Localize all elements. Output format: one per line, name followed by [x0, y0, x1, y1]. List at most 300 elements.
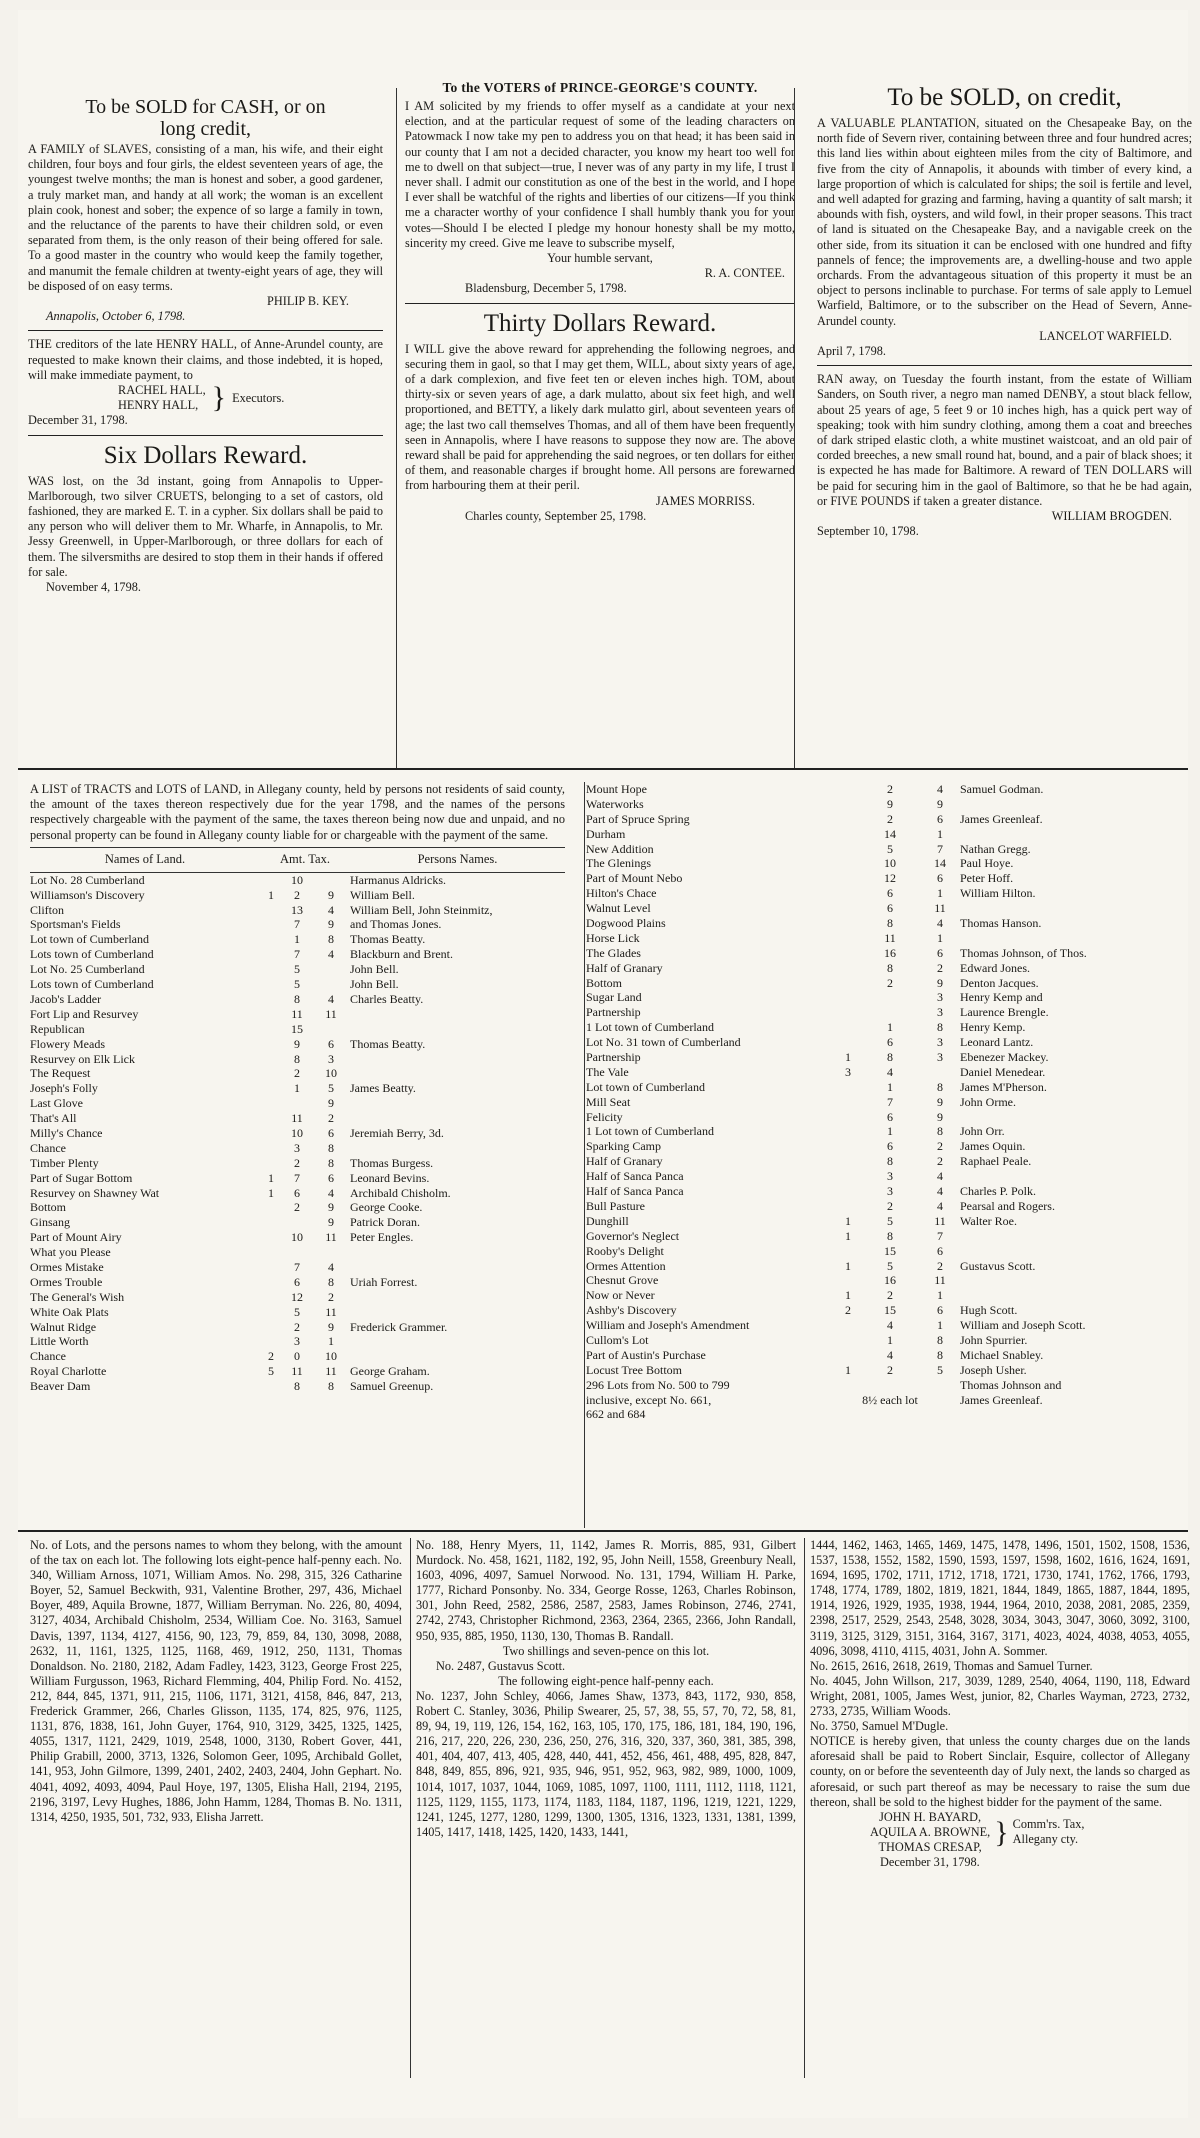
column-rule — [794, 88, 795, 768]
plantation-ad-signature: LANCELOT WARFIELD. — [1039, 328, 1172, 343]
tract-tax-shillings: 5 — [887, 1258, 893, 1273]
tract-tax-shillings: 8 — [887, 960, 893, 975]
tract-tax-pence: 4 — [937, 916, 943, 931]
tract-tax-shillings: 2 — [887, 1288, 893, 1303]
thirty-dollars-ad-title: Thirty Dollars Reward. — [483, 309, 717, 337]
tract-tax-shillings: 5 — [887, 841, 893, 856]
tract-tax-shillings: 8 — [294, 991, 300, 1006]
tract-row — [30, 903, 565, 918]
tract-tax-shillings: 8 — [294, 1379, 300, 1394]
tract-tax-pence: 4 — [328, 947, 334, 962]
tract-person-name: Samuel Godman. — [960, 782, 1044, 796]
executor-name-2: HENRY HALL, — [118, 398, 199, 413]
tract-land-name: Resurvey on Shawney Wat — [30, 1185, 160, 1200]
tract-row — [586, 1020, 1178, 1035]
tract-tax-pence: 10 — [325, 1349, 337, 1364]
commissioner-3: THOMAS CRESAP, — [878, 1839, 982, 1854]
tract-tax-pence: 3 — [937, 1050, 943, 1065]
lots-text-2e: No. 1237, John Schley, 4066, James Shaw, 1373, 843, 1172, 930, 858, Robert C. Stanley, 3036, Philip Swearer, 25, 57, 38, 55, 57, 70, 72, 58, 81, 89, 94, 19, 119, 126, 154, 162, 163, 105, 170, 175, 186, 181, 184, 190, 196, 216, 217, 220, 226, 230, 236, 250, 276, 316, 320, 337, 360, 381, 385, 398, 401, 404, 407, 413, 405, 428, 440, 441, 452, 456, 461, 488, 495, 828, 847, 848, 849, 855, 896, 921, 935, 946, 951, 952, 963, 982, 989, 1000, 1009, 1014, 1017, 1037, 1044, 1069, 1085, 1097, 1100, 1111, 1112, 1118, 1121, 1125, 1129, 1155, 1173, 1174, 1183, 1184, 1187, 1196, 1219, 1221, 1229, 1241, 1245, 1277, 1280, 1299, 1300, 1305, 1316, 1323, 1331, 1381, 1399, 1405, 1417, 1418, 1425, 1420, 1433, 1441, — [416, 1688, 796, 1839]
tract-person-name: Samuel Greenup. — [350, 1379, 434, 1394]
tract-person-name: Harmanus Aldricks. — [350, 872, 446, 887]
tract-tax-pounds — [260, 1215, 282, 1230]
tract-land-name: Fort Lip and Resurvey — [30, 1006, 139, 1021]
tract-tax-shillings: 5 — [294, 977, 300, 992]
six-dollars-ad-dateline: November 4, 1798. — [46, 580, 141, 595]
tract-row — [586, 961, 1178, 976]
tract-row — [586, 1303, 1178, 1318]
tract-tax-pounds — [260, 1379, 282, 1394]
tract-tax-pence: 6 — [937, 811, 943, 826]
newspaper-page — [18, 10, 1192, 2118]
tract-tax-pounds: 5 — [268, 1364, 274, 1379]
tract-land-name: Lots town of Cumberland — [30, 947, 154, 962]
tract-tax-pounds — [836, 1124, 860, 1139]
tract-tax-shillings: 1 — [887, 1020, 893, 1035]
divider — [817, 365, 1192, 366]
tract-tax-pence — [312, 1022, 350, 1037]
tract-person-name: Peter Hoff. — [960, 871, 1014, 886]
tract-person-name — [960, 931, 1178, 946]
tract-land-name: Bottom — [586, 975, 623, 990]
tract-tax-shillings: 13 — [291, 902, 303, 917]
section-divider — [18, 768, 1188, 770]
tract-row — [586, 931, 1178, 946]
tract-tax-pence: 8 — [937, 1079, 943, 1094]
tract-person-name: Nathan Gregg. — [960, 841, 1031, 856]
tract-land-name: The Request — [30, 1066, 91, 1081]
tract-tax-pounds — [836, 1169, 860, 1184]
tract-tax-pence: 3 — [937, 1035, 943, 1050]
tract-row — [30, 1320, 565, 1335]
tract-tax-shillings: 6 — [887, 901, 893, 916]
tract-land-name: Dunghill — [586, 1213, 629, 1228]
tract-tax-shillings: 2 — [887, 975, 893, 990]
tract-tax-shillings: 9 — [887, 796, 893, 811]
tract-land-name: Lot No. 25 Cumberland — [30, 962, 145, 977]
voters-ad-dateline: Bladensburg, December 5, 1798. — [465, 281, 627, 296]
tract-tax-pounds — [260, 903, 282, 918]
tract-tax-pounds — [836, 976, 860, 991]
tract-land-name: Ashby's Discovery — [586, 1303, 677, 1318]
tract-land-name: inclusive, except No. 661, — [586, 1392, 712, 1407]
tract-tax-pounds — [836, 1199, 860, 1214]
tract-land-name: Partnership — [586, 1050, 641, 1065]
tract-tax-pence: 1 — [937, 886, 943, 901]
tract-row — [586, 1333, 1178, 1348]
tract-tax-pence: 2 — [937, 1139, 943, 1154]
tract-person-name: Denton Jacques. — [960, 975, 1039, 990]
lots-text-2c: No. 2487, Gustavus Scott. — [436, 1658, 566, 1673]
tract-row — [586, 1095, 1178, 1110]
tract-person-name — [350, 1245, 565, 1260]
tract-tax-shillings: 0 — [294, 1349, 300, 1364]
tract-tax-shillings: 6 — [887, 1035, 893, 1050]
tract-tax-shillings: 8 — [887, 916, 893, 931]
tract-tax-shillings: 1 — [887, 1124, 893, 1139]
tract-person-name: Thomas Beatty. — [350, 1036, 426, 1051]
tract-tax-pounds — [836, 1393, 860, 1408]
tract-tax-pounds — [260, 977, 282, 992]
tract-person-name: James M'Pherson. — [960, 1079, 1047, 1094]
tract-person-name — [350, 1349, 565, 1364]
tract-tax-pence: 9 — [937, 1109, 943, 1124]
tract-tax-pounds — [836, 1005, 860, 1020]
voters-ad-signature: R. A. CONTEE. — [704, 266, 785, 281]
runaway-ad-body: RAN away, on Tuesday the fourth instant, from the estate of William Sanders, on South river, a negro man named DENBY, a stout black fellow, about 25 years of age, 5 feet 9 or 10 inches high, has a quick pert way of speaking; took with him sundry clothing, among them a coat and breeches of dark striped elastic cloth, a white mustinet waistcoat, and an old pair of corded breeches, a new small round hat, bound, and a pair of black shoes; it is expected he has made for Baltimore. A reward of TEN DOLLARS will be paid for securing him in the gaol of Baltimore, so that he be had again, or FIVE POUNDS if taken a greater distance. — [817, 372, 1192, 508]
tract-tax-pence: 2 — [937, 1258, 943, 1273]
tract-tax-shillings: 8 — [887, 1154, 893, 1169]
tract-tax-shillings: 11 — [291, 1111, 303, 1126]
tract-tax-shillings: 8½ each lot — [862, 1392, 918, 1407]
tract-land-name: Royal Charlotte — [30, 1364, 107, 1379]
tract-land-name: Chesnut Grove — [586, 1273, 659, 1288]
tract-row — [30, 1156, 565, 1171]
tract-tax-pounds: 1 — [845, 1213, 851, 1228]
tract-tax-pence: 1 — [328, 1334, 334, 1349]
tract-land-name: Part of Mount Nebo — [586, 871, 683, 886]
tract-tax-pence: 6 — [328, 1170, 334, 1185]
tract-land-name: Dogwood Plains — [586, 916, 666, 931]
tract-tax-pence: 9 — [328, 917, 334, 932]
tract-person-name: Thomas Johnson and — [960, 1377, 1062, 1392]
tract-tax-pounds — [836, 961, 860, 976]
tract-person-name — [350, 1260, 565, 1275]
tract-tax-pence: 1 — [937, 1318, 943, 1333]
tract-tax-shillings: 8 — [887, 1050, 893, 1065]
tract-tax-shillings: 15 — [291, 1021, 303, 1036]
section-divider — [18, 1530, 1188, 1532]
tract-person-name: Joseph Usher. — [960, 1362, 1027, 1377]
lots-column-1 — [30, 1538, 402, 1870]
header-persons-names: Persons Names. — [417, 852, 498, 867]
six-dollars-ad-title: Six Dollars Reward. — [103, 441, 308, 469]
creditors-ad-dateline: December 31, 1798. — [28, 413, 128, 428]
tract-tax-pounds — [836, 1407, 860, 1422]
tract-land-name: Locust Tree Bottom — [586, 1362, 683, 1377]
tract-tax-pounds — [836, 1378, 860, 1393]
tract-land-name: Republican — [30, 1021, 85, 1036]
tract-person-name: Leonard Bevins. — [350, 1170, 430, 1185]
tract-tax-pence: 8 — [328, 1379, 334, 1394]
tract-tax-pounds — [260, 1156, 282, 1171]
tract-row — [586, 1169, 1178, 1184]
tracts-table-left — [30, 873, 565, 1394]
slaves-ad-body: A FAMILY of SLAVES, consisting of a man, his wife, and their eight children, four boys and four girls, the eldest seventeen years of age, the youngest twelve months; the man is honest and sober, a good gardener, a truly market man, and handy at all work; the woman is an excellent plain cook, honest and sober; the expence of so large a family in town, and the reluctance of the parents to have their children sold, or even separated from them, is the only reason of their being offered for sale. To a good master in the country who would keep the family together, and manumit the female children at twenty-eight years of age, they will be disposed of on easy terms. — [28, 142, 383, 293]
tract-row — [30, 1215, 565, 1230]
tract-person-name: Edward Jones. — [960, 960, 1030, 975]
tract-tax-pounds — [260, 1305, 282, 1320]
tract-row — [586, 1035, 1178, 1050]
tract-tax-pence — [920, 1393, 960, 1408]
tract-person-name: Raphael Peale. — [960, 1154, 1032, 1169]
lots-text-3d: No. 3750, Samuel M'Dugle. — [810, 1719, 949, 1734]
tract-tax-pence: 9 — [328, 1200, 334, 1215]
tract-row — [586, 1124, 1178, 1139]
tract-tax-pence: 6 — [937, 945, 943, 960]
plantation-ad-dateline: April 7, 1798. — [817, 344, 886, 359]
tract-tax-pounds — [260, 1126, 282, 1141]
brace-symbol: } — [994, 1815, 1009, 1849]
tract-land-name: Sugar Land — [586, 990, 642, 1005]
tract-person-name — [350, 1007, 565, 1022]
tract-row — [30, 1230, 565, 1245]
tract-tax-pence: 4 — [937, 1198, 943, 1213]
tract-tax-shillings: 12 — [291, 1289, 303, 1304]
tract-tax-shillings: 10 — [291, 1125, 303, 1140]
tract-land-name: Beaver Dam — [30, 1379, 91, 1394]
header-amount-tax: Amt. Tax. — [280, 852, 330, 867]
tract-tax-pence: 3 — [328, 1051, 334, 1066]
tract-land-name: Lots town of Cumberland — [30, 977, 154, 992]
tract-person-name: James Greenleaf. — [960, 811, 1043, 826]
tract-tax-pounds: 3 — [845, 1064, 851, 1079]
tract-land-name: Governor's Neglect — [586, 1228, 680, 1243]
tract-tax-shillings: 14 — [884, 826, 896, 841]
tract-tax-shillings: 2 — [294, 1155, 300, 1170]
tract-person-name — [960, 1229, 1178, 1244]
tract-row — [30, 1305, 565, 1320]
commissioners-signature — [870, 1810, 1190, 1855]
tract-tax-pence: 9 — [937, 796, 943, 811]
tract-row — [586, 842, 1178, 857]
tract-person-name — [960, 1244, 1178, 1259]
tract-land-name: Mill Seat — [586, 1094, 631, 1109]
tract-tax-pounds — [260, 1037, 282, 1052]
tract-row — [586, 1378, 1178, 1393]
tract-person-name — [350, 1096, 565, 1111]
tract-row — [586, 856, 1178, 871]
tract-tax-pounds — [836, 797, 860, 812]
tract-person-name — [350, 1305, 565, 1320]
tract-land-name: Felicity — [586, 1109, 623, 1124]
tract-tax-pence: 11 — [934, 1213, 946, 1228]
tract-tax-pounds — [260, 1320, 282, 1335]
commissioner-1: JOHN H. BAYARD, — [879, 1809, 982, 1824]
tract-land-name: Half of Granary — [586, 1154, 663, 1169]
tract-land-name: 296 Lots from No. 500 to 799 — [586, 1377, 730, 1392]
tract-person-name: Paul Hoye. — [960, 856, 1014, 871]
tract-tax-pounds: 1 — [268, 887, 274, 902]
tract-person-name: Michael Snabley. — [960, 1347, 1044, 1362]
tract-tax-pence: 1 — [937, 1288, 943, 1303]
tract-land-name: Joseph's Folly — [30, 1081, 98, 1096]
column-rule — [584, 782, 585, 1528]
tract-tax-pounds: 1 — [268, 1170, 274, 1185]
lots-column-2 — [416, 1538, 796, 1870]
tract-land-name: That's All — [30, 1111, 77, 1126]
tract-row — [586, 916, 1178, 931]
column-rule — [804, 1538, 805, 2078]
tract-tax-pounds — [836, 1154, 860, 1169]
tract-land-name: Part of Sugar Bottom — [30, 1170, 133, 1185]
tract-tax-pounds — [836, 886, 860, 901]
tract-land-name: Mount Hope — [586, 782, 647, 796]
runaway-ad-dateline: September 10, 1798. — [817, 524, 919, 539]
tract-land-name: Lot town of Cumberland — [586, 1079, 705, 1094]
tract-person-name — [350, 1066, 565, 1081]
tract-row — [586, 1407, 1178, 1422]
tract-row — [586, 871, 1178, 886]
tract-row — [30, 1171, 565, 1186]
tract-tax-pounds — [836, 990, 860, 1005]
tract-land-name: Ormes Mistake — [30, 1259, 104, 1274]
tract-tax-shillings: 10 — [291, 872, 303, 887]
left-column — [28, 96, 383, 595]
tract-land-name: Chance — [30, 1349, 66, 1364]
creditors-ad-body: THE creditors of the late HENRY HALL, of Anne-Arundel county, are requested to make known their claims, and those indebted, it is hoped, will make immediate payment, to — [28, 337, 383, 382]
tract-tax-pounds — [260, 1096, 282, 1111]
tract-tax-shillings: 1 — [294, 932, 300, 947]
tract-tax-shillings: 6 — [294, 1185, 300, 1200]
tract-tax-shillings — [282, 1245, 312, 1260]
tract-tax-pounds — [260, 1230, 282, 1245]
tract-person-name: Thomas Hanson. — [960, 916, 1042, 931]
tract-row — [586, 1229, 1178, 1244]
tract-tax-pounds: 1 — [845, 1050, 851, 1065]
tracts-header — [30, 847, 565, 873]
tract-tax-shillings: 11 — [291, 1364, 303, 1379]
tract-tax-shillings: 4 — [887, 1347, 893, 1362]
tracts-section — [30, 782, 1178, 1422]
tract-land-name: Half of Sanca Panca — [586, 1169, 684, 1184]
tract-person-name: Daniel Menedear. — [960, 1064, 1046, 1079]
tract-tax-pence: 11 — [325, 1006, 337, 1021]
tract-person-name: John Orme. — [960, 1094, 1016, 1109]
tract-tax-pounds — [260, 992, 282, 1007]
tract-person-name: and Thomas Jones. — [350, 917, 442, 932]
tract-row — [586, 1214, 1178, 1229]
advertisement-row — [18, 10, 1192, 595]
tract-person-name — [960, 827, 1178, 842]
tract-tax-pounds: 1 — [845, 1362, 851, 1377]
tract-tax-shillings: 5 — [294, 962, 300, 977]
tract-land-name: Little Worth — [30, 1334, 89, 1349]
tract-person-name: James Beatty. — [350, 1081, 416, 1096]
tract-row — [30, 1186, 565, 1201]
slaves-ad-dateline: Annapolis, October 6, 1798. — [46, 309, 186, 324]
tract-person-name: Pearsal and Rogers. — [960, 1198, 1055, 1213]
lots-text-3a: 1444, 1462, 1463, 1465, 1469, 1475, 1478, 1496, 1501, 1502, 1508, 1536, 1537, 1538, 1552, 1582, 1590, 1593, 1597, 1598, 1602, 1616, 1624, 1691, 1694, 1695, 1702, 1711, 1712, 1718, 1721, 1730, 1741, 1762, 1766, 1793, 1748, 1774, 1789, 1802, 1819, 1821, 1844, 1849, 1865, 1887, 1844, 1895, 1914, 1926, 1929, 1935, 1938, 1944, 1964, 2010, 2038, 2081, 2085, 2359, 2398, 2517, 2529, 2543, 2548, 3028, 3034, 3043, 3047, 3060, 3092, 3100, 3119, 3125, 3129, 3151, 3164, 3167, 3171, 4023, 4024, 4038, 4053, 4055, 4096, 3098, 4110, 4115, 4031, John A. Sommer. — [810, 1538, 1190, 1658]
right-column — [817, 84, 1192, 595]
tract-land-name: William and Joseph's Amendment — [586, 1318, 750, 1333]
tract-person-name — [960, 1288, 1178, 1303]
tract-tax-shillings: 7 — [887, 1094, 893, 1109]
tract-person-name: Gustavus Scott. — [960, 1258, 1036, 1273]
tract-tax-shillings: 2 — [887, 811, 893, 826]
tract-land-name: Resurvey on Elk Lick — [30, 1051, 135, 1066]
tract-row — [30, 1111, 565, 1126]
tract-tax-pence: 6 — [937, 871, 943, 886]
six-dollars-ad-body: WAS lost, on the 3d instant, going from Annapolis to Upper-Marlborough, two silver CRUETS, belonging to a set of castors, old fashioned, they are marked E. T. in a cypher. Six dollars shall be paid to any person who will deliver them to Mr. Wharfe, in Annapolis, to Mr. Jessy Greenwell, in Upper-Marlborough, or three dollars for each of them. The silversmiths are desired to stop them in their hands if offered for sale. — [28, 473, 383, 579]
tract-row — [30, 1349, 565, 1364]
tract-tax-pounds — [836, 1333, 860, 1348]
tract-tax-pounds: 2 — [268, 1349, 274, 1364]
tract-tax-pence: 1 — [937, 826, 943, 841]
tract-tax-pence: 9 — [328, 1096, 334, 1111]
tract-person-name: Walter Roe. — [960, 1213, 1018, 1228]
tract-tax-shillings: 12 — [884, 871, 896, 886]
tract-land-name: Bottom — [30, 1200, 67, 1215]
tract-person-name: George Graham. — [350, 1364, 430, 1379]
tract-tax-pence: 7 — [937, 1228, 943, 1243]
tract-person-name: Thomas Beatty. — [350, 932, 426, 947]
tract-tax-shillings: 2 — [294, 887, 300, 902]
tract-row — [30, 888, 565, 903]
tract-row — [586, 1244, 1178, 1259]
tract-row — [30, 873, 565, 888]
tract-person-name: John Spurrier. — [960, 1332, 1028, 1347]
tract-tax-pence: 10 — [325, 1066, 337, 1081]
tract-tax-pounds — [260, 1081, 282, 1096]
tract-tax-pounds — [836, 1184, 860, 1199]
tract-tax-pounds: 1 — [268, 1185, 274, 1200]
tract-tax-pence: 8 — [937, 1347, 943, 1362]
tract-tax-pounds — [836, 827, 860, 842]
tract-row — [586, 976, 1178, 991]
tract-land-name: White Oak Plats — [30, 1304, 109, 1319]
tract-tax-pounds — [260, 1290, 282, 1305]
tract-row — [30, 1022, 565, 1037]
tract-tax-shillings: 8 — [294, 1051, 300, 1066]
tract-tax-pounds — [836, 1348, 860, 1363]
tract-tax-shillings: 6 — [887, 1109, 893, 1124]
tract-tax-shillings: 7 — [294, 947, 300, 962]
tract-tax-pence: 4 — [328, 991, 334, 1006]
tract-tax-shillings — [282, 1096, 312, 1111]
tract-person-name: William Bell, John Steinmitz, — [350, 902, 493, 917]
tract-person-name — [960, 901, 1178, 916]
tract-tax-pence: 11 — [934, 1273, 946, 1288]
tract-tax-shillings: 6 — [887, 1139, 893, 1154]
tract-tax-shillings: 3 — [887, 1184, 893, 1199]
column-rule — [396, 88, 397, 768]
tract-row — [30, 1066, 565, 1081]
tract-person-name: George Cooke. — [350, 1200, 423, 1215]
tract-tax-pounds — [260, 1052, 282, 1067]
tract-land-name: Sparking Camp — [586, 1139, 661, 1154]
tract-tax-pounds — [260, 1066, 282, 1081]
tract-tax-shillings: 2 — [887, 782, 893, 796]
brace-symbol: } — [211, 381, 227, 415]
plantation-ad-body: A VALUABLE PLANTATION, situated on the Chesapeake Bay, on the north fide of Severn river, containing between three and four hundred acres; this land lies within about eighteen miles from the city of Baltimore, and five from the city of Annapolis, it abounds with timber of every kind, a large proportion of which is calculated for ships; the soil is fertile and level, and well adapted for grazing and farming, having a quantity of salt marsh; it abounds with fish, oysters, and wild fowl, in their proper seasons. This tract of land is situated on the Chesapeake Bay, and a navigable creek on the other side, from its situation it can be enclosed with one hundred and fifty pannels of fence; the improvements are, a dwelling-house and two apple orchards. From the advantageous situation of this property it must be an object to persons inclinable to purchase. For terms of sale apply to Lemuel Warfield, Baltimore, or to the subscriber on the Head of Severn, Anne-Arundel county. — [817, 116, 1192, 328]
tract-tax-pounds — [260, 1245, 282, 1260]
tract-tax-pounds — [260, 1141, 282, 1156]
tract-row — [30, 1037, 565, 1052]
tract-land-name: The Vale — [586, 1064, 629, 1079]
tract-land-name: Walnut Ridge — [30, 1319, 97, 1334]
tract-land-name: 1 Lot town of Cumberland — [586, 1020, 714, 1035]
tract-tax-pounds — [260, 1275, 282, 1290]
tract-tax-shillings: 2 — [294, 1200, 300, 1215]
tract-row — [30, 1200, 565, 1215]
tract-land-name: Last Glove — [30, 1096, 83, 1111]
tract-person-name — [960, 1273, 1178, 1288]
tract-tax-shillings: 2 — [294, 1319, 300, 1334]
voters-ad-closing: Your humble servant, — [547, 251, 653, 266]
tract-tax-shillings: 16 — [884, 1273, 896, 1288]
tract-tax-pence — [312, 1245, 350, 1260]
thirty-dollars-ad-signature: JAMES MORRISS. — [655, 493, 755, 508]
tract-tax-pounds — [260, 1334, 282, 1349]
tract-row — [30, 917, 565, 932]
tract-tax-shillings: 2 — [294, 1066, 300, 1081]
tract-tax-pounds — [260, 1200, 282, 1215]
tract-tax-pounds — [836, 1095, 860, 1110]
tract-land-name: Flowery Meads — [30, 1036, 105, 1051]
tract-row — [586, 1393, 1178, 1408]
tract-tax-pence: 8 — [937, 1020, 943, 1035]
tract-tax-pence: 6 — [328, 1036, 334, 1051]
